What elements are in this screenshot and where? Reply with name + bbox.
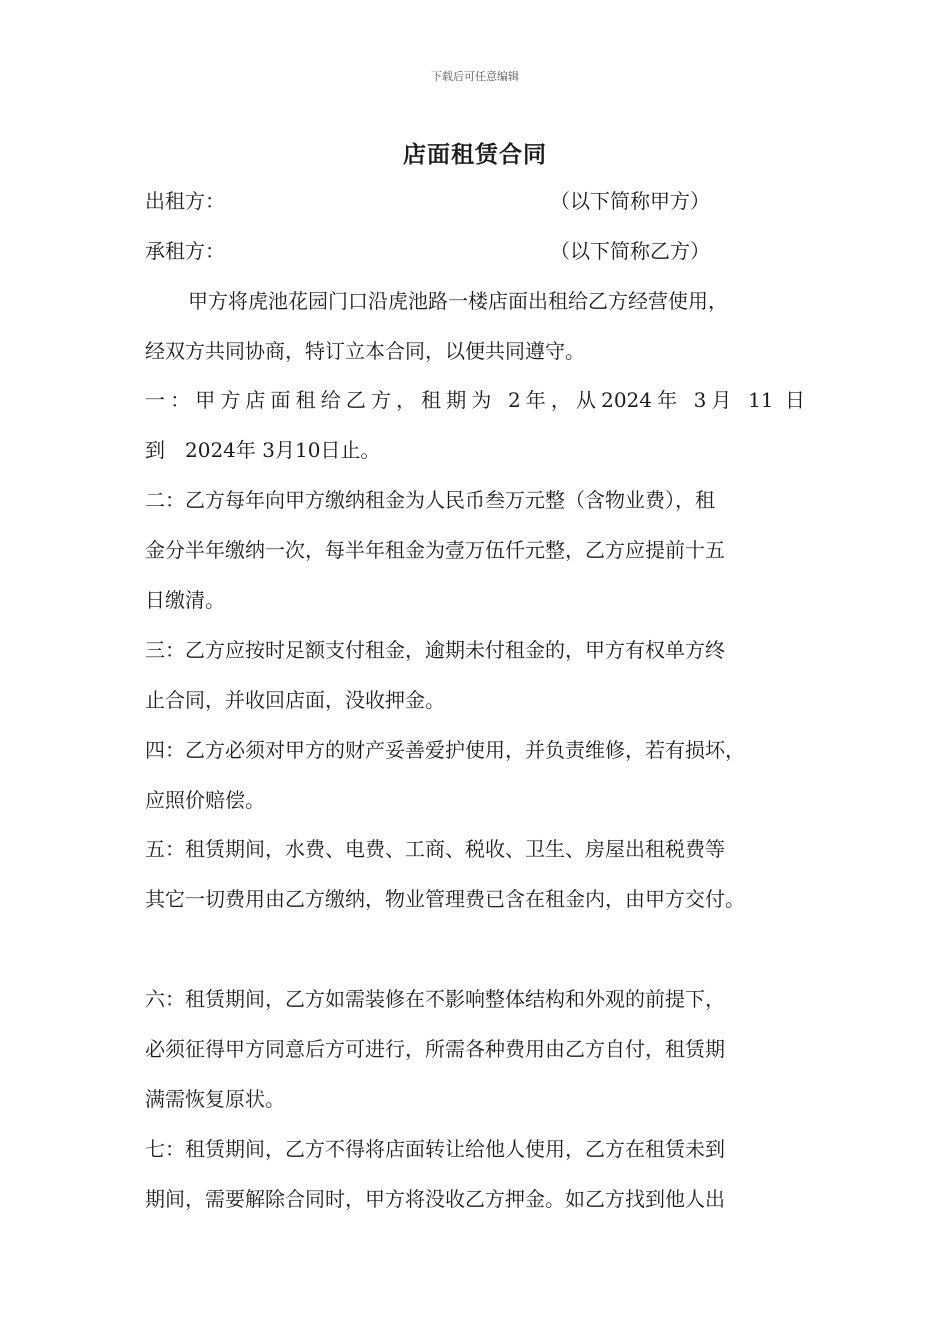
clause-6-line-2: 必须征得甲方同意后方可进行，所需各种费用由乙方自付，租赁期 <box>145 1037 725 1061</box>
lessor-note: （以下简称甲方） <box>550 189 710 213</box>
clause-1-line-1: 一：甲方店面租给乙方，租期为 2年，从2024年 3月 11 日 <box>145 388 805 412</box>
document-title: 店面租赁合同 <box>403 141 547 168</box>
clause-3-line-1: 三：乙方应按时足额支付租金，逾期未付租金的，甲方有权单方终 <box>145 638 725 662</box>
lessor-label: 出租方： <box>145 189 225 213</box>
clause-1-line-2: 到 2024年 3月10日止。 <box>145 438 381 462</box>
clause-6-line-1: 六：租赁期间，乙方如需装修在不影响整体结构和外观的前提下， <box>145 987 725 1011</box>
clause-4-line-2: 应照价赔偿。 <box>145 788 265 812</box>
clause-5-line-1: 五：租赁期间，水费、电费、工商、税收、卫生、房屋出租税费等 <box>145 837 725 861</box>
clause-2-line-1: 二：乙方每年向甲方缴纳租金为人民币叁万元整（含物业费），租 <box>145 488 715 512</box>
clause-2-line-3: 日缴清。 <box>145 588 225 612</box>
clause-7-line-2: 期间，需要解除合同时，甲方将没收乙方押金。如乙方找到他人出 <box>145 1187 725 1211</box>
lessee-note: （以下简称乙方） <box>550 239 710 263</box>
clause-7-line-1: 七：租赁期间，乙方不得将店面转让给他人使用，乙方在租赁未到 <box>145 1137 725 1161</box>
clause-6-line-3: 满需恢复原状。 <box>145 1087 285 1111</box>
intro-line-1: 甲方将虎池花园门口沿虎池路一楼店面出租给乙方经营使用， <box>188 289 728 313</box>
header-note: 下载后可任意编辑 <box>431 70 519 83</box>
clause-5-line-2: 其它一切费用由乙方缴纳，物业管理费已含在租金内，由甲方交付。 <box>145 887 745 911</box>
lessee-label: 承租方： <box>145 239 225 263</box>
clause-2-line-2: 金分半年缴纳一次，每半年租金为壹万伍仟元整，乙方应提前十五 <box>145 538 725 562</box>
clause-4-line-1: 四：乙方必须对甲方的财产妥善爱护使用，并负责维修，若有损坏， <box>145 738 745 762</box>
intro-line-2: 经双方共同协商，特订立本合同，以便共同遵守。 <box>145 339 585 363</box>
clause-3-line-2: 止合同，并收回店面，没收押金。 <box>145 688 445 712</box>
